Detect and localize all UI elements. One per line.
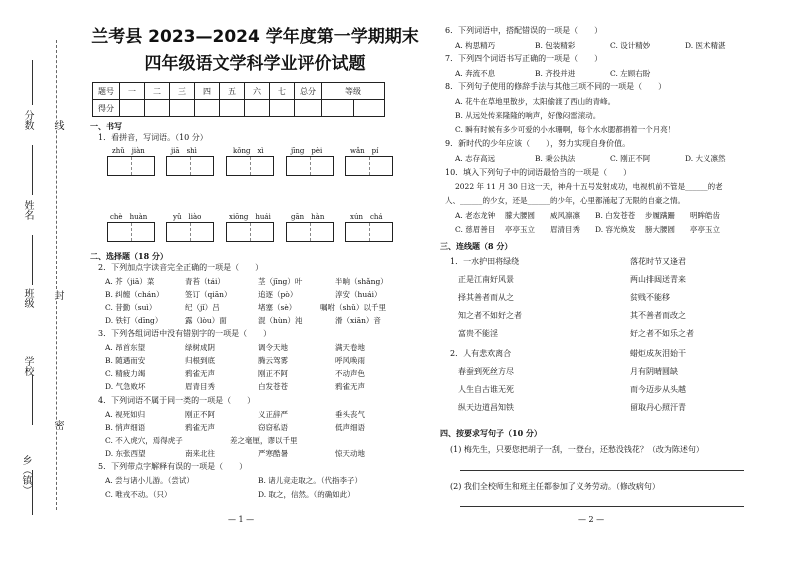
pinyin: yǔ liào xyxy=(173,213,202,221)
exam-title-line1: 兰考县 2023—2024 学年度第一学期期末 xyxy=(91,27,419,47)
writing-grid[interactable] xyxy=(107,222,155,242)
exam-title-line2: 四年级语文学科学业评价试题 xyxy=(144,54,366,74)
option[interactable]: A. 奔流不息 xyxy=(455,69,496,78)
answer-line[interactable] xyxy=(460,506,744,507)
question-1: 1．看拼音，写词语。（10 分） xyxy=(98,133,208,142)
town-label: 乡（镇） xyxy=(20,455,31,495)
pinyin: wǎn pí xyxy=(350,147,379,155)
option: 亭亭玉立 xyxy=(690,225,720,234)
score-header-cell: 七 xyxy=(270,83,295,100)
name-label: 姓名 xyxy=(22,200,33,220)
option: 露（lòu）面 xyxy=(185,316,227,325)
xian-mark: 线 xyxy=(52,120,63,130)
writing-grid[interactable] xyxy=(286,222,334,242)
option[interactable]: C. 不入虎穴，焉得虎子 xyxy=(105,436,183,445)
name-field[interactable] xyxy=(32,145,33,195)
question-10-text: 人、______的少女，还是______的少年，心里都涌起了无限的自豪之情。 xyxy=(445,196,685,205)
question-8: 8．下列句子使用的修辞手法与其他三项不同的一项是（ ） xyxy=(445,82,667,91)
option: 半晌（shǎng） xyxy=(335,277,388,286)
option: 不动声色 xyxy=(335,369,365,378)
option: 追逐（pò） xyxy=(258,290,298,299)
page-number-2: — 2 — xyxy=(578,515,605,524)
option: 步履蹒跚 xyxy=(645,211,675,220)
option[interactable]: D. 取之，信然。（的确如此） xyxy=(258,490,355,499)
match-left[interactable]: 择其善者而从之 xyxy=(450,293,514,302)
option[interactable]: A. 视死如归 xyxy=(105,410,146,419)
writing-question-2: (2) 我们全校师生和班主任都参加了义务劳动。（修改病句） xyxy=(450,482,660,491)
match-left[interactable]: 人生自古谁无死 xyxy=(450,385,514,394)
score-cell[interactable] xyxy=(353,100,385,117)
option: 淳安（huái） xyxy=(335,290,382,299)
match-right[interactable]: 蜡炬成灰泪始干 xyxy=(630,349,686,358)
question-4: 4．下列词语不属于同一类的一项是（ ） xyxy=(98,396,256,405)
writing-grid[interactable] xyxy=(345,222,393,242)
score-cell[interactable] xyxy=(270,100,295,117)
option[interactable]: C. 慈眉善目 xyxy=(455,225,496,234)
feng-mark: 封 xyxy=(52,290,63,300)
option[interactable]: D. 铁钉（dīng） xyxy=(105,316,163,325)
option[interactable]: C. 昔勤（suì） xyxy=(105,303,157,312)
pinyin: xún chá xyxy=(350,213,383,221)
option: 朦大腰圆 xyxy=(505,211,535,220)
option: 嘱咐（shǔ）以千里 xyxy=(320,303,387,312)
option: 青苔（tái） xyxy=(185,277,225,286)
score-cell[interactable] xyxy=(145,100,170,117)
option[interactable]: C. 精疲力竭 xyxy=(105,369,146,378)
pinyin: gān hàn xyxy=(291,213,325,221)
score-header-cell: 四 xyxy=(195,83,220,100)
pinyin: zhǔ jiàn xyxy=(112,147,145,155)
score-cell[interactable] xyxy=(295,100,322,117)
pinyin: chè huàn xyxy=(110,213,148,221)
option[interactable]: C. 左顾右盼 xyxy=(610,69,651,78)
binding-margin xyxy=(0,0,80,561)
option: 惊天动地 xyxy=(335,449,365,458)
option[interactable]: B. 从远处传来隆隆的响声，好像闷雷滚动。 xyxy=(455,111,601,120)
question-3: 3．下列各组词语中没有错别字的一项是（ ） xyxy=(98,329,272,338)
option[interactable]: A. 尝与诸小儿游。（尝试） xyxy=(105,476,194,485)
pinyin: xiōng huái xyxy=(229,213,271,221)
option: 眉清目秀 xyxy=(550,225,580,234)
option[interactable]: B. 秉公执法 xyxy=(535,154,576,163)
option[interactable]: B. 纠缠（chán） xyxy=(105,290,164,299)
match-right[interactable]: 落花时节又逢君 xyxy=(630,257,686,266)
writing-grid[interactable] xyxy=(286,156,334,176)
option[interactable]: C. 设计精妙 xyxy=(610,41,651,50)
match-right[interactable]: 好之者不如乐之者 xyxy=(630,329,694,338)
question-2: 2．下列加点字读音完全正确的一项是（ ） xyxy=(98,263,264,272)
option[interactable]: B. 白发苍苍 xyxy=(595,211,636,220)
option: 签订（qiān） xyxy=(185,290,232,299)
writing-grid[interactable] xyxy=(166,156,214,176)
option: 膀大腰圆 xyxy=(645,225,675,234)
option: 刚正不阿 xyxy=(258,369,288,378)
option: 调令天地 xyxy=(258,343,288,352)
score-header-cell: 总分 xyxy=(295,83,322,100)
option: 白发苍苍 xyxy=(258,382,288,391)
school-field[interactable] xyxy=(32,375,33,425)
score-header-cell: 二 xyxy=(145,83,170,100)
match-left[interactable]: 春蚕到死丝方尽 xyxy=(450,367,514,376)
option[interactable]: B. 悄声细语 xyxy=(105,423,146,432)
section-4-title: 四、按要求写句子（10 分） xyxy=(440,428,542,438)
score-cell[interactable] xyxy=(245,100,270,117)
class-field[interactable] xyxy=(32,235,33,285)
match-left[interactable]: 富贵不能淫 xyxy=(450,329,498,338)
match-left[interactable]: 正是江南好风景 xyxy=(450,275,514,284)
match-right[interactable]: 留取丹心照汗青 xyxy=(630,403,686,412)
mi-mark: 密 xyxy=(52,420,63,430)
option[interactable]: C. 刚正不阿 xyxy=(610,154,651,163)
match-right[interactable]: 月有阴晴圆缺 xyxy=(630,367,678,376)
option[interactable]: A. 昂首东望 xyxy=(105,343,146,352)
question-7: 7．下列四个词语书写正确的一项是（ ） xyxy=(445,54,603,63)
option: 绿树成阴 xyxy=(185,343,215,352)
binding-dashed-line xyxy=(56,40,57,510)
option: 鸦雀无声 xyxy=(185,423,215,432)
writing-grid[interactable] xyxy=(166,222,214,242)
option: 威风凛凛 xyxy=(550,211,580,220)
option[interactable]: A. 花牛在草地里散步，太阳偷渡了西山的青峰。 xyxy=(455,97,616,106)
option[interactable]: A. 老态龙钟 xyxy=(455,211,496,220)
writing-question-1: (1) 梅先生，只要您把胡子一刮，一登台，还愁没钱花？（改为陈述句） xyxy=(450,445,704,454)
option: 南来北往 xyxy=(185,449,215,458)
score-header-cell: 一 xyxy=(120,83,145,100)
score-row-label: 得分 xyxy=(93,100,120,117)
option: 满天卷地 xyxy=(335,343,365,352)
writing-grid[interactable] xyxy=(345,156,393,176)
option[interactable]: D. 医术精湛 xyxy=(685,41,726,50)
score-cell[interactable] xyxy=(322,100,354,117)
option[interactable]: D. 大义凛然 xyxy=(685,154,726,163)
option: 眉青目秀 xyxy=(185,382,215,391)
question-10: 10．填入下列句子中的词语最恰当的一项是（ ） xyxy=(445,168,632,177)
option[interactable]: A. 芥（jiā）菜 xyxy=(105,277,155,286)
writing-grid[interactable] xyxy=(226,222,274,242)
page-number-1: — 1 — xyxy=(228,515,255,524)
option[interactable]: C. 唯戎不动。（只） xyxy=(105,490,172,499)
town-field[interactable] xyxy=(32,470,33,515)
score-header-cell: 五 xyxy=(220,83,245,100)
option: 窃窃私语 xyxy=(258,423,288,432)
option[interactable]: A. 志存高远 xyxy=(455,154,496,163)
answer-line[interactable] xyxy=(460,470,744,471)
option: 混（hùn）沌 xyxy=(258,316,303,325)
option[interactable]: D. 容光焕发 xyxy=(595,225,636,234)
score-cell[interactable] xyxy=(120,100,145,117)
option: 明眸皓齿 xyxy=(690,211,720,220)
score-table xyxy=(92,82,385,117)
option: 亭亭玉立 xyxy=(505,225,535,234)
option: 滑（xiān）音 xyxy=(335,316,381,325)
pinyin: kǒng xì xyxy=(233,147,264,155)
option: 鸦雀无声 xyxy=(185,369,215,378)
score-header-cell: 等级 xyxy=(322,83,385,100)
school-label: 学校 xyxy=(22,356,33,376)
option: 纪（jǐ）吕 xyxy=(185,303,220,312)
match-left[interactable]: 1．一水护田将绿绕 xyxy=(450,257,520,266)
option: 严寒酷暑 xyxy=(258,449,288,458)
option[interactable]: C. 瞬有时候有多少可爱的小水珊啊，每个水水腮都捐着一个月亮！ xyxy=(455,125,676,134)
section-3-title: 三、连线题（8 分） xyxy=(440,241,513,251)
option[interactable]: B. 齐投并进 xyxy=(535,69,576,78)
option: 呼风唤雨 xyxy=(335,356,365,365)
score-cell[interactable] xyxy=(195,100,220,117)
question-10-text: 2022 年 11 月 30 日这一天，神舟十五号发射成功，电视机前不管是______的老 xyxy=(455,182,723,191)
score-header-cell: 六 xyxy=(245,83,270,100)
option[interactable]: B. 随遇而安 xyxy=(105,356,146,365)
match-right[interactable]: 贫贱不能移 xyxy=(630,293,670,302)
question-6: 6．下列词语中，搭配错误的一项是（ ） xyxy=(445,26,603,35)
match-right[interactable]: 两山排闼送青来 xyxy=(630,275,686,284)
pinyin: jiā shì xyxy=(171,147,197,155)
option: 低声细语 xyxy=(335,423,365,432)
option: 刚正不阿 xyxy=(185,410,215,419)
option[interactable]: D. 气急败坏 xyxy=(105,382,146,391)
fen-field[interactable] xyxy=(32,60,33,105)
match-left[interactable]: 纵天边道昌知铁 xyxy=(450,403,514,412)
pinyin: jīng pèi xyxy=(291,147,323,155)
writing-grid[interactable] xyxy=(226,156,274,176)
option: 归根到底 xyxy=(185,356,215,365)
match-right[interactable]: 而今迈步从头越 xyxy=(630,385,686,394)
score-header-cell: 题号 xyxy=(93,83,120,100)
option: 鸦雀无声 xyxy=(335,382,365,391)
option[interactable]: B. 诸儿竞走取之。（代指李子） xyxy=(258,476,363,485)
score-header-cell: 三 xyxy=(170,83,195,100)
score-cell[interactable] xyxy=(220,100,245,117)
match-left[interactable]: 知之者不如好之者 xyxy=(450,311,522,320)
score-cell[interactable] xyxy=(170,100,195,117)
option: 差之毫厘，谬以千里 xyxy=(230,436,298,445)
option: 茎（jīng）叶 xyxy=(258,277,303,286)
section-2-title: 二、选择题（18 分） xyxy=(90,251,168,261)
fen-label: 分数 xyxy=(22,110,33,130)
option: 垂头丧气 xyxy=(335,410,365,419)
class-label: 班级 xyxy=(22,288,33,308)
option: 堵塞（sè） xyxy=(258,303,297,312)
match-left[interactable]: 2．人有悲欢离合 xyxy=(450,349,512,358)
question-9: 9．新时代的少年应该（ ），努力实现自身价值。 xyxy=(445,139,631,148)
option[interactable]: B. 包装精彩 xyxy=(535,41,576,50)
option: 义正辞严 xyxy=(258,410,288,419)
question-5: 5．下列带点字解释有误的一项是（ ） xyxy=(98,462,248,471)
writing-grid[interactable] xyxy=(107,156,155,176)
option[interactable]: D. 东张西望 xyxy=(105,449,146,458)
option[interactable]: A. 构思精巧 xyxy=(455,41,496,50)
section-1-title: 一、书写 xyxy=(90,121,122,131)
match-right[interactable]: 其不善者而改之 xyxy=(630,311,686,320)
option: 腾云驾雾 xyxy=(258,356,288,365)
